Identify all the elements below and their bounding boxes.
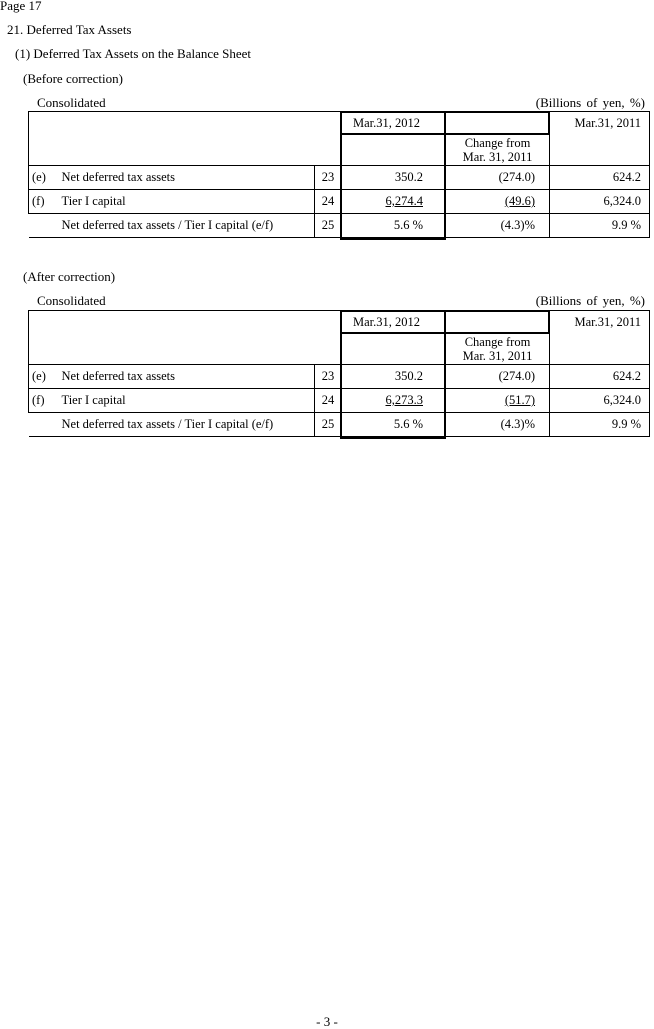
row-tag <box>29 413 59 437</box>
header-mar-2011: Mar.31, 2011 <box>550 311 650 365</box>
header-change-from <box>446 135 550 166</box>
row-value-2012: 350.2 <box>342 166 446 190</box>
row-label: Net deferred tax assets <box>59 365 315 389</box>
row-value-2012: 350.2 <box>342 365 446 389</box>
row-value-2011: 6,324.0 <box>550 389 650 413</box>
row-change <box>446 190 550 214</box>
subsection-title: (1) Deferred Tax Assets on the Balance Sheet <box>15 46 252 61</box>
row-change: (4.3)% <box>446 214 550 238</box>
row-change: (4.3)% <box>446 413 550 437</box>
page-label: Page 17 <box>0 0 42 13</box>
table-header-row <box>29 311 650 334</box>
underlined-value: (51.7) <box>504 393 536 407</box>
row-change: (274.0) <box>446 166 550 190</box>
table-row <box>29 413 650 437</box>
row-label: Tier I capital <box>59 190 315 214</box>
row-number: 25 <box>315 413 342 437</box>
table-row <box>29 166 650 190</box>
section-title: 21. Deferred Tax Assets <box>7 22 132 37</box>
row-label: Net deferred tax assets <box>59 166 315 190</box>
table-units: (Billions of yen, %) <box>535 293 645 308</box>
header-change-line1: Change from <box>464 335 531 349</box>
table-header-row <box>29 112 650 135</box>
row-change: (274.0) <box>446 365 550 389</box>
row-change <box>446 389 550 413</box>
underlined-value: (49.6) <box>504 194 536 208</box>
header-mar-2012: Mar.31, 2012 <box>342 112 550 135</box>
header-change-line2: Mar. 31, 2011 <box>462 349 533 363</box>
row-value-2011: 9.9 % <box>550 413 650 437</box>
page-number-footer: - 3 - <box>316 1014 338 1029</box>
row-tag: (e) <box>29 166 59 190</box>
underlined-value: 6,274.4 <box>385 194 423 208</box>
row-value-2012: 5.6 % <box>342 214 446 238</box>
row-value-2011: 9.9 % <box>550 214 650 238</box>
header-change-line1: Change from <box>464 136 531 150</box>
row-label: Tier I capital <box>59 389 315 413</box>
header-change-line2: Mar. 31, 2011 <box>462 150 533 164</box>
table-scope: Consolidated <box>37 293 106 308</box>
row-value-2011: 624.2 <box>550 365 650 389</box>
header-mar-2011: Mar.31, 2011 <box>550 112 650 166</box>
row-value-2011: 624.2 <box>550 166 650 190</box>
row-tag: (f) <box>29 389 59 413</box>
deferred-tax-table <box>28 111 650 238</box>
table-units: (Billions of yen, %) <box>535 95 645 110</box>
row-value-2012: 5.6 % <box>342 413 446 437</box>
row-label: Net deferred tax assets / Tier I capital (e/f) <box>59 413 315 437</box>
row-number: 24 <box>315 190 342 214</box>
table-caption: (After correction) <box>23 269 116 284</box>
table-scope: Consolidated <box>37 95 106 110</box>
table-caption: (Before correction) <box>23 71 123 86</box>
header-change-from <box>446 334 550 365</box>
row-number: 23 <box>315 166 342 190</box>
row-label: Net deferred tax assets / Tier I capital (e/f) <box>59 214 315 238</box>
row-number: 24 <box>315 389 342 413</box>
row-number: 23 <box>315 365 342 389</box>
row-tag: (e) <box>29 365 59 389</box>
underlined-value: 6,273.3 <box>385 393 423 407</box>
row-value-2011: 6,324.0 <box>550 190 650 214</box>
row-tag: (f) <box>29 190 59 214</box>
row-tag <box>29 214 59 238</box>
header-blank-cell <box>29 112 342 166</box>
header-mar-2012: Mar.31, 2012 <box>342 311 550 334</box>
deferred-tax-table <box>28 310 650 437</box>
row-number: 25 <box>315 214 342 238</box>
table-row <box>29 365 650 389</box>
table-row <box>29 389 650 413</box>
row-value-2012 <box>342 389 446 413</box>
row-value-2012 <box>342 190 446 214</box>
table-row <box>29 214 650 238</box>
header-2012-value-blank <box>342 334 446 365</box>
header-2012-value-blank <box>342 135 446 166</box>
table-row <box>29 190 650 214</box>
header-blank-cell <box>29 311 342 365</box>
